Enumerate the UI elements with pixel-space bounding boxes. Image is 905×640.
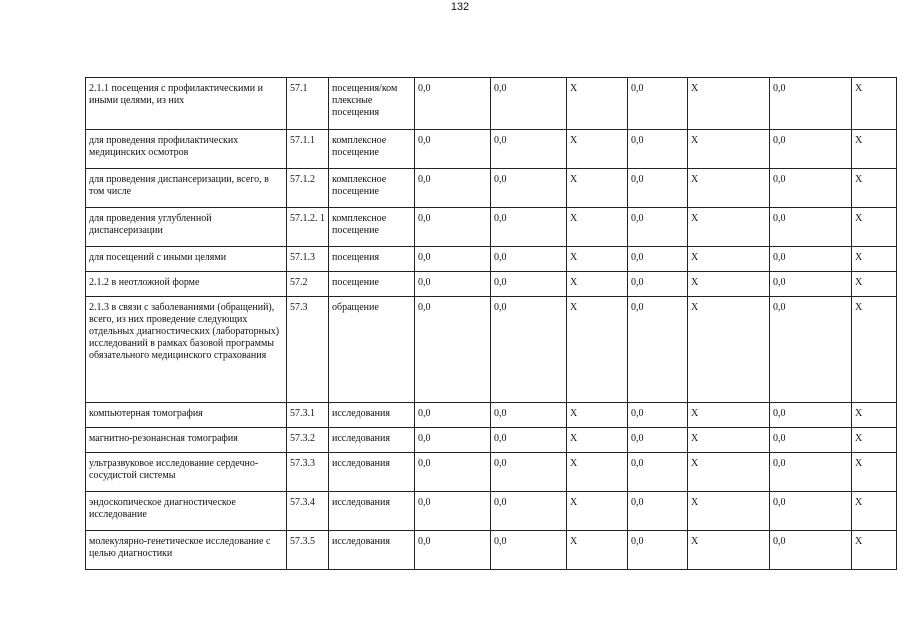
row-value-3: X [567, 403, 628, 428]
row-value-4: 0,0 [628, 492, 688, 531]
row-code: 57.3.4 [287, 492, 329, 531]
row-code: 57.1 [287, 78, 329, 130]
page-number: 132 [450, 1, 470, 13]
row-value-5: X [688, 272, 770, 297]
table-row [86, 78, 897, 130]
row-name: для проведения углубленной диспансеризации [86, 208, 287, 247]
row-value-7: X [852, 78, 897, 130]
row-value-5: X [688, 78, 770, 130]
row-value-4: 0,0 [628, 428, 688, 453]
row-value-2: 0,0 [491, 272, 567, 297]
row-value-5: X [688, 169, 770, 208]
row-name: молекулярно-генетическое исследование с целью диагностики [86, 531, 287, 570]
row-value-4: 0,0 [628, 453, 688, 492]
row-unit: посещения/ком плексные посещения [329, 78, 415, 130]
row-value-6: 0,0 [770, 169, 852, 208]
row-value-2: 0,0 [491, 531, 567, 570]
row-value-4: 0,0 [628, 531, 688, 570]
row-value-7: X [852, 130, 897, 169]
row-value-6: 0,0 [770, 531, 852, 570]
row-unit: посещение [329, 272, 415, 297]
row-value-7: X [852, 297, 897, 403]
row-value-4: 0,0 [628, 247, 688, 272]
row-value-3: X [567, 297, 628, 403]
row-name: для посещений с иными целями [86, 247, 287, 272]
row-value-3: X [567, 453, 628, 492]
table-row [86, 531, 897, 570]
row-value-5: X [688, 531, 770, 570]
row-value-5: X [688, 130, 770, 169]
row-value-2: 0,0 [491, 428, 567, 453]
row-value-1: 0,0 [415, 208, 491, 247]
row-code: 57.3.1 [287, 403, 329, 428]
row-value-6: 0,0 [770, 297, 852, 403]
table-row [86, 130, 897, 169]
row-unit: обращение [329, 297, 415, 403]
table-row [86, 169, 897, 208]
row-value-6: 0,0 [770, 428, 852, 453]
row-value-2: 0,0 [491, 78, 567, 130]
row-name: ультразвуковое исследование сердечно-сосудистой системы [86, 453, 287, 492]
row-value-7: X [852, 428, 897, 453]
row-value-4: 0,0 [628, 78, 688, 130]
table-row [86, 297, 897, 403]
row-value-2: 0,0 [491, 169, 567, 208]
row-code: 57.3.5 [287, 531, 329, 570]
row-value-7: X [852, 272, 897, 297]
row-value-6: 0,0 [770, 492, 852, 531]
row-value-4: 0,0 [628, 208, 688, 247]
row-code: 57.1.1 [287, 130, 329, 169]
row-unit: исследования [329, 492, 415, 531]
row-value-2: 0,0 [491, 208, 567, 247]
row-value-1: 0,0 [415, 272, 491, 297]
row-value-4: 0,0 [628, 297, 688, 403]
row-unit: исследования [329, 453, 415, 492]
row-name: магнитно-резонансная томография [86, 428, 287, 453]
row-value-1: 0,0 [415, 492, 491, 531]
row-value-7: X [852, 169, 897, 208]
row-value-4: 0,0 [628, 403, 688, 428]
row-unit: комплексное посещение [329, 208, 415, 247]
row-name: компьютерная томография [86, 403, 287, 428]
row-value-4: 0,0 [628, 130, 688, 169]
row-value-6: 0,0 [770, 130, 852, 169]
row-unit: исследования [329, 428, 415, 453]
table-row [86, 208, 897, 247]
data-table [85, 77, 897, 570]
row-code: 57.1.3 [287, 247, 329, 272]
row-value-1: 0,0 [415, 130, 491, 169]
row-unit: исследования [329, 531, 415, 570]
row-value-5: X [688, 247, 770, 272]
row-unit: комплексное посещение [329, 169, 415, 208]
row-value-3: X [567, 130, 628, 169]
row-value-6: 0,0 [770, 208, 852, 247]
table-row [86, 428, 897, 453]
row-value-6: 0,0 [770, 403, 852, 428]
row-value-5: X [688, 492, 770, 531]
row-name: 2.1.3 в связи с заболеваниями (обращений), всего, из них проведение следующих отдельных диагностических (лабораторных) исследований в рамках базовой программы обязательного медицинского страхования [86, 297, 287, 403]
row-value-7: X [852, 208, 897, 247]
row-code: 57.2 [287, 272, 329, 297]
row-code: 57.1.2 [287, 169, 329, 208]
row-value-2: 0,0 [491, 453, 567, 492]
row-value-7: X [852, 247, 897, 272]
row-value-1: 0,0 [415, 453, 491, 492]
row-value-5: X [688, 297, 770, 403]
table-row [86, 403, 897, 428]
row-value-7: X [852, 403, 897, 428]
row-value-1: 0,0 [415, 78, 491, 130]
row-value-5: X [688, 403, 770, 428]
row-name: эндоскопическое диагностическое исследование [86, 492, 287, 531]
table-row [86, 247, 897, 272]
row-unit: комплексное посещение [329, 130, 415, 169]
table-row [86, 492, 897, 531]
row-value-6: 0,0 [770, 247, 852, 272]
row-value-2: 0,0 [491, 247, 567, 272]
row-name: 2.1.1 посещения с профилактическими и иными целями, из них [86, 78, 287, 130]
row-value-7: X [852, 453, 897, 492]
row-value-3: X [567, 492, 628, 531]
row-value-3: X [567, 531, 628, 570]
row-value-1: 0,0 [415, 297, 491, 403]
row-value-5: X [688, 453, 770, 492]
row-value-4: 0,0 [628, 169, 688, 208]
row-name: 2.1.2 в неотложной форме [86, 272, 287, 297]
row-value-1: 0,0 [415, 247, 491, 272]
row-code: 57.1.2. 1 [287, 208, 329, 247]
row-value-2: 0,0 [491, 492, 567, 531]
row-name: для проведения диспансеризации, всего, в том числе [86, 169, 287, 208]
row-value-4: 0,0 [628, 272, 688, 297]
row-value-3: X [567, 428, 628, 453]
row-unit: исследования [329, 403, 415, 428]
row-code: 57.3.2 [287, 428, 329, 453]
row-value-2: 0,0 [491, 130, 567, 169]
row-value-1: 0,0 [415, 428, 491, 453]
row-value-3: X [567, 78, 628, 130]
row-code: 57.3 [287, 297, 329, 403]
row-value-7: X [852, 531, 897, 570]
row-value-2: 0,0 [491, 297, 567, 403]
row-value-2: 0,0 [491, 403, 567, 428]
row-value-3: X [567, 208, 628, 247]
row-value-1: 0,0 [415, 531, 491, 570]
row-value-3: X [567, 272, 628, 297]
row-unit: посещения [329, 247, 415, 272]
table-row [86, 272, 897, 297]
row-value-6: 0,0 [770, 78, 852, 130]
row-value-5: X [688, 428, 770, 453]
row-value-6: 0,0 [770, 453, 852, 492]
row-value-5: X [688, 208, 770, 247]
row-value-1: 0,0 [415, 403, 491, 428]
row-name: для проведения профилактических медицинских осмотров [86, 130, 287, 169]
row-value-3: X [567, 169, 628, 208]
row-value-7: X [852, 492, 897, 531]
row-code: 57.3.3 [287, 453, 329, 492]
row-value-3: X [567, 247, 628, 272]
row-value-6: 0,0 [770, 272, 852, 297]
row-value-1: 0,0 [415, 169, 491, 208]
table-row [86, 453, 897, 492]
